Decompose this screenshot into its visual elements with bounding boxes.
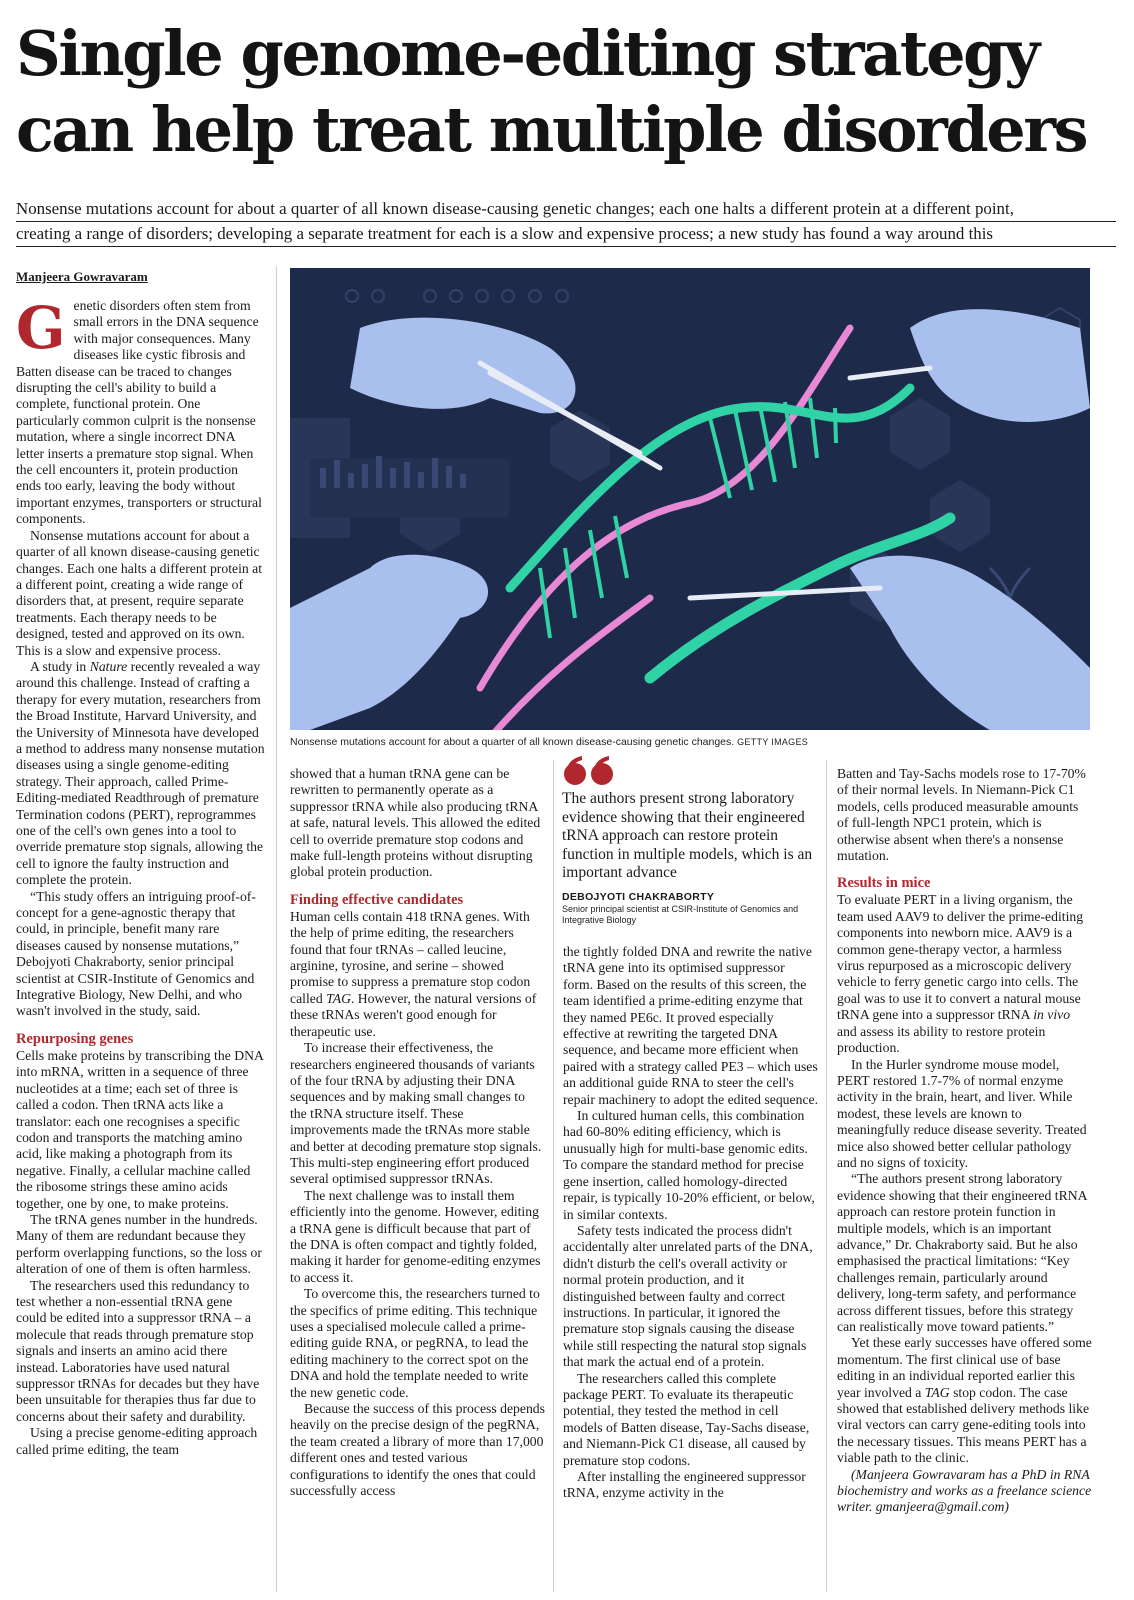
quote-marks-icon: [562, 756, 618, 788]
headline: [16, 16, 1126, 168]
standfirst-line-2: creating a range of disorders; developing a separate treatment for each is a slow and expensive process; a new study has found a way around this: [16, 222, 1116, 247]
article-column-3: [563, 944, 818, 1502]
body-paragraph: “The authors present strong laboratory evidence showing that their engineered tRNA approach can restore protein function in multiple models, which is an important advance,” Dr. Chakraborty said. But he also emphasised the practical limitations: “Key challenges remain, particularly around delivery, long-term safety, and performance across different tissues, before this strategy can realistically move toward patients.”: [837, 1171, 1087, 1334]
body-paragraph: Using a precise genome-editing approach called prime editing, the team: [16, 1425, 258, 1457]
body-paragraph: To increase their effectiveness, the researchers engineered thousands of variants of the four tRNA by adjusting their DNA sequences and by making small changes to the tRNA structure itself. These improvements made the tRNAs more stable and better at decoding premature stop signals. This multi-step engineering effort produced several optimised suppressor tRNAs.: [290, 1040, 542, 1187]
body-paragraph: The researchers called this complete package PERT. To evaluate its therapeutic potential, they tested the method in cell models of Batten disease, Tay-Sachs disease, and Niemann-Pick C1 disease, all caused by premature stop codons.: [563, 1370, 810, 1468]
headline-line-1: Single genome-editing strategy: [16, 17, 1038, 90]
subhead-finding-effective-candidates: Finding effective candidates: [290, 891, 464, 908]
drop-cap: G: [16, 294, 66, 362]
body-paragraph: “This study offers an intriguing proof-of-concept for a gene-agnostic therapy that could, in principle, benefit many rare diseases caused by nonsense mutations,” Debojyoti Chakraborty, senior principal scientist at CSIR-Institute of Genomics and Integrative Biology, New Delhi, and who wasn't involved in the study, said.: [16, 888, 256, 1019]
body-paragraph: To overcome this, the researchers turned to the specifics of prime editing. This technique uses a specialised molecule called a prime-editing guide RNA, or pegRNA, to lead the editing machinery to the correct spot on the DNA and hold the template needed to write the new genetic code.: [290, 1286, 540, 1400]
dna-editing-illustration: [290, 268, 1090, 730]
body-paragraph: Nonsense mutations account for about a quarter of all known disease-causing genetic changes. Each one halts a different protein at a different point, creating a wide range of disorders that, at present, require separate treatments. Each therapy needs to be designed, tested and approved on its own. This is a slow and expensive process.: [16, 527, 263, 658]
body-paragraph: Cells make proteins by transcribing the DNA into mRNA, written in a sequence of three nucleotides at a time; each set of three is called a codon. Then tRNA acts like a translator: each one recognises a specific codon and transports the matching amino acid, like making a photograph from its negative. Finally, a cellular machine called the ribosome strings these amino acids together, one by one, to make proteins.: [16, 1047, 264, 1211]
body-paragraph: Safety tests indicated the process didn't accidentally alter unrelated parts of the DNA, didn't disturb the cell's overall activity or normal protein production, and it distinguished between faulty and correct instructions. In particular, it ignored the premature stop signals causing the disease while still respecting the natural stop signals that mark the actual end of a protein.: [563, 1222, 813, 1370]
standfirst-line-1: Nonsense mutations account for about a quarter of all known disease-causing genetic changes; each one halts a different protein at a different point,: [16, 197, 1116, 222]
body-paragraph: A study in Nature recently revealed a way around this challenge. Instead of crafting a therapy for every mutation, researchers from the Broad Institute, Harvard University, and the University of Minnesota have developed a method to address many nonsense mutation diseases using a single genome-editing strategy. Their approach, called Prime-Editing-mediated Readthrough of premature Termination codons (PERT), reprogrammes one of the cell's own genes into a tool to override premature stop signals, allowing the cell to ignore the faulty instruction and complete the protein.: [16, 658, 265, 888]
article-column-2: [290, 766, 545, 1499]
body-paragraph: After installing the engineered suppressor tRNA, enzyme activity in the: [563, 1469, 806, 1501]
body-paragraph: Because the success of this process depends heavily on the precise design of the pegRNA, the team created a library of more than 17,000 different ones and tested various configurations to identify the ones that could successfully access: [290, 1401, 545, 1499]
body-paragraph: The tRNA genes number in the hundreds. Many of them are redundant because they perform overlapping functions, so the loss or alteration of one of them is often harmless.: [16, 1211, 262, 1277]
pull-quote-attribution-name: DEBOJYOTI CHAKRABORTY: [562, 890, 715, 903]
author-note: (Manjeera Gowravaram has a PhD in RNA biochemistry and works as a freelance science writer. gmanjeera@gmail.com): [837, 1466, 1092, 1515]
body-paragraph: Yet these early successes have offered some momentum. The first clinical use of base editing in an individual reported earlier this year involved a TAG stop codon. The case showed that established delivery methods like viral vectors can carry gene-editing tools into the necessary tissues. This means PERT has a viable path to the clinic.: [837, 1335, 1092, 1466]
headline-line-2: can help treat multiple disorders: [16, 93, 1087, 166]
body-paragraph: In the Hurler syndrome mouse model, PERT restored 1.7-7% of normal enzyme activity in the brain, heart, and liver. While modest, these levels are known to meaningfully reduce disease severity. Treated mice also showed better cellular pathology and no signs of toxicity.: [837, 1056, 1087, 1170]
article-column-1: [16, 294, 266, 1458]
column-rule: [276, 266, 277, 1592]
body-paragraph: Human cells contain 418 tRNA genes. With the help of prime editing, the researchers found that four tRNAs – called leucine, arginine, tyrosine, and serine – showed promise to suppress a premature stop codon called TAG. However, the natural versions of these tRNAs weren't good enough for therapeutic use.: [290, 908, 537, 1039]
column-rule: [553, 760, 554, 1592]
pull-quote-text: The authors present strong laboratory evidence showing that their engineered tRNA approach can restore protein function in multiple models, which is an important advance: [562, 790, 813, 881]
caption-text: Nonsense mutations account for about a quarter of all known disease-causing genetic changes.: [290, 736, 735, 748]
body-paragraph: In cultured human cells, this combination had 60-80% editing efficiency, which is unusually high for multi-base genomic edits. To compare the standard method for precise gene insertion, called homology-directed repair, is typically 10-20% efficient, or below, in similar contexts.: [563, 1108, 815, 1222]
body-paragraph: the tightly folded DNA and rewrite the native tRNA gene into its optimised suppressor form. Based on the results of this screen, the team identified a prime-editing enzyme that they named PE6c. It proved especially effective at rewriting the targeted DNA sequence, and became more efficient when paired with a strategy called PE3 – which uses an additional guide RNA to steer the cell's repair machinery to adopt the edited sequence.: [563, 944, 819, 1107]
photo-credit: GETTY IMAGES: [737, 737, 809, 747]
subhead-results-in-mice: Results in mice: [837, 875, 931, 892]
body-paragraph: To evaluate PERT in a living organism, the team used AAV9 to deliver the prime-editing components into newborn mice. AAV9 is a common gene-therapy vector, a harmless virus repurposed as a microscopic delivery vehicle to ferry genetic cargo into cells. The goal was to use it to convert a natural mouse tRNA gene into a suppressor tRNA in vivo and assess its ability to restore protein production.: [837, 892, 1084, 1056]
body-paragraph: Batten and Tay-Sachs models rose to 17-70% of their normal levels. In Niemann-Pick C1 models, cells produced measurable amounts of full-length NPC1 protein, which is otherwise absent when there's a nonsense mutation.: [837, 766, 1086, 864]
byline: Manjeera Gowravaram: [16, 269, 148, 284]
standfirst: [16, 197, 1116, 247]
pull-quote: [562, 756, 822, 926]
photo-caption: [290, 736, 1110, 748]
column-rule: [826, 760, 827, 1592]
pull-quote-attribution-role: Senior principal scientist at CSIR-Institute of Genomics and Integrative Biology: [562, 903, 799, 925]
lead-photo: [290, 268, 1090, 730]
article-column-4: [837, 766, 1092, 1516]
subhead-repurposing-genes: Repurposing genes: [16, 1030, 134, 1047]
body-paragraph: Genetic disorders often stem from small errors in the DNA sequence with major consequences. Many diseases like cystic fibrosis and Batten disease can be traced to changes disrupting the cell's ability to build a complete, functional protein. One particularly common culprit is the nonsense mutation, where a single incorrect DNA letter inserts a premature stop signal. When the cell encounters it, protein production ends too early, leaving the body without important enzymes, transporters or structural components.: [16, 294, 262, 527]
body-paragraph: The researchers used this redundancy to test whether a non-essential tRNA gene could be edited into a suppressor tRNA – a molecule that reads through premature stop signals and inserts an amino acid there instead. Laboratories have used natural suppressor tRNAs for decades but they have been unsuitable for therapies thus far due to concerns about their safety and durability.: [16, 1277, 260, 1424]
body-paragraph: showed that a human tRNA gene can be rewritten to permanently operate as a suppressor tRNA while also producing tRNA at safe, natural levels. This allowed the edited cell to override premature stop codons and make full-length proteins without disrupting global protein production.: [290, 766, 541, 880]
body-paragraph: The next challenge was to install them efficiently into the genome. However, editing a tRNA gene is difficult because that part of the DNA is often compact and tightly folded, making it harder for genome-editing enzymes to access it.: [290, 1187, 541, 1285]
